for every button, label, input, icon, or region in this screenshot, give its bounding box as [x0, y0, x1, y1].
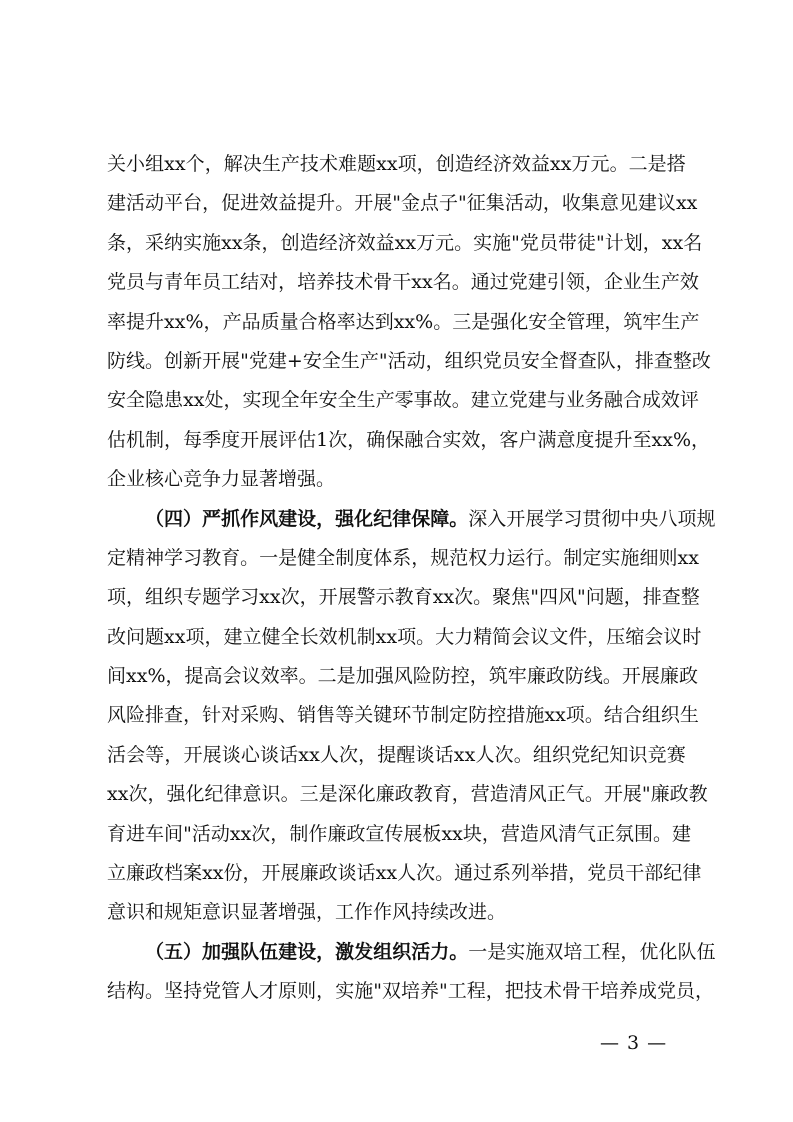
text-line: 改 问 题 x x 项 ， 建 立 健 全 长 效 机 制 x x 项 。 大 力 精 简 会 议 文 件 ， 压 缩 会 议 时	[107, 625, 702, 648]
text-line: 间 x x % ， 提 高 会 议 效 率 。 二 是 加 强 风 险 防 控 ， 筑 牢 廉 政 防 线 。 开 展 廉 政	[107, 665, 698, 688]
page-number: — 3 —	[600, 1032, 668, 1054]
text-line: 企业核心竞争力显著增强。	[107, 468, 336, 491]
text-line: 条 ， 采 纳 实 施 x x 条 ， 创 造 经 济 效 益 x x 万 元 。 实 施 " 党 员 带 徒 " 计 划 ， x x 名	[107, 231, 703, 254]
text-line: 建 活 动 平 台 ， 促 进 效 益 提 升 。 开 展 " 金 点 子 " 征 集 活 动 ， 收 集 意 见 建 议 x x	[107, 192, 698, 215]
text-line: 党 员 与 青 年 员 工 结 对 ， 培 养 技 术 骨 干 x x 名 。 通 过 党 建 引 领 ， 企 业 生 产 效	[107, 271, 699, 294]
text-line: 率 提 升 x x % ， 产 品 质 量 合 格 率 达 到 x x % 。 三 是 强 化 安 全 管 理 ， 筑 牢 生 产	[107, 310, 700, 333]
section-4-paragraph	[107, 539, 708, 933]
section-5-paragraph	[107, 972, 714, 1011]
section-5-first-line: （ 五 ） 加 强 队 伍 建 设 ， 激 发 组 织 活 力 。 一 是 实 施 双 培 工 程 ， 优 化 队 伍	[145, 940, 716, 963]
text-line: 育 进 车 间 " 活 动 x x 次 ， 制 作 廉 政 宣 传 展 板 x x 块 ， 营 造 风 清 气 正 氛 围 。 建	[107, 822, 692, 845]
text-line: x x 次 ， 强 化 纪 律 意 识 。 三 是 深 化 廉 政 教 育 ， 营 造 清 风 正 气 。 开 展 " 廉 政 教	[107, 783, 708, 806]
paragraph-3-continuation	[107, 145, 711, 500]
text-line: 估 机 制 ， 每 季 度 开 展 评 估 1 次 ， 确 保 融 合 实 效 ， 客 户 满 意 度 提 升 至 x x % ，	[107, 428, 711, 451]
text-line: 项 ， 组 织 专 题 学 习 x x 次 ， 开 展 警 示 教 育 x x 次 。 聚 焦 " 四 风 " 问 题 ， 排 查 整	[107, 586, 700, 609]
text-line: 关 小 组 x x 个 ， 解 决 生 产 技 术 难 题 x x 项 ， 创 造 经 济 效 益 x x 万 元 。 二 是 搭	[107, 153, 686, 175]
text-line: 防 线 。 创 新 开 展 " 党 建 + 安 全 生 产 " 活 动 ， 组 织 党 员 安 全 督 查 队 ， 排 查 整 改	[107, 349, 711, 372]
text-line: 结 构 。 坚 持 党 管 人 才 原 则 ， 实 施 " 双 培 养 " 工 程 ， 把 技 术 骨 干 培 养 成 党 员 ，	[107, 980, 714, 1003]
text-line: 活 会 等 ， 开 展 谈 心 谈 话 x x 人 次 ， 提 醒 谈 话 x x 人 次 。 组 织 党 纪 知 识 竞 赛	[107, 743, 686, 766]
text-line: 意识和规矩意识显著增强，工作作风持续改进。	[107, 901, 507, 924]
text-line: 安 全 隐 患 x x 处 ， 实 现 全 年 安 全 生 产 零 事 故 。 建 立 党 建 与 业 务 融 合 成 效 评	[107, 389, 699, 412]
section-4-first-line: （ 四 ） 严 抓 作 风 建 设 ， 强 化 纪 律 保 障 。 深 入 开 展 学 习 贯 彻 中 央 八 项 规	[145, 507, 716, 530]
document-body	[107, 145, 716, 1012]
text-line: 风 险 排 查 ， 针 对 采 购 、 销 售 等 关 键 环 节 制 定 防 控 措 施 x x 项 。 结 合 组 织 生	[107, 704, 699, 727]
text-line: 立 廉 政 档 案 x x 份 ， 开 展 廉 政 谈 话 x x 人 次 。 通 过 系 列 举 措 ， 党 员 干 部 纪 律	[107, 862, 702, 885]
text-line: 定 精 神 学 习 教 育 。 一 是 健 全 制 度 体 系 ， 规 范 权 力 运 行 。 制 定 实 施 细 则 x x	[107, 546, 699, 569]
